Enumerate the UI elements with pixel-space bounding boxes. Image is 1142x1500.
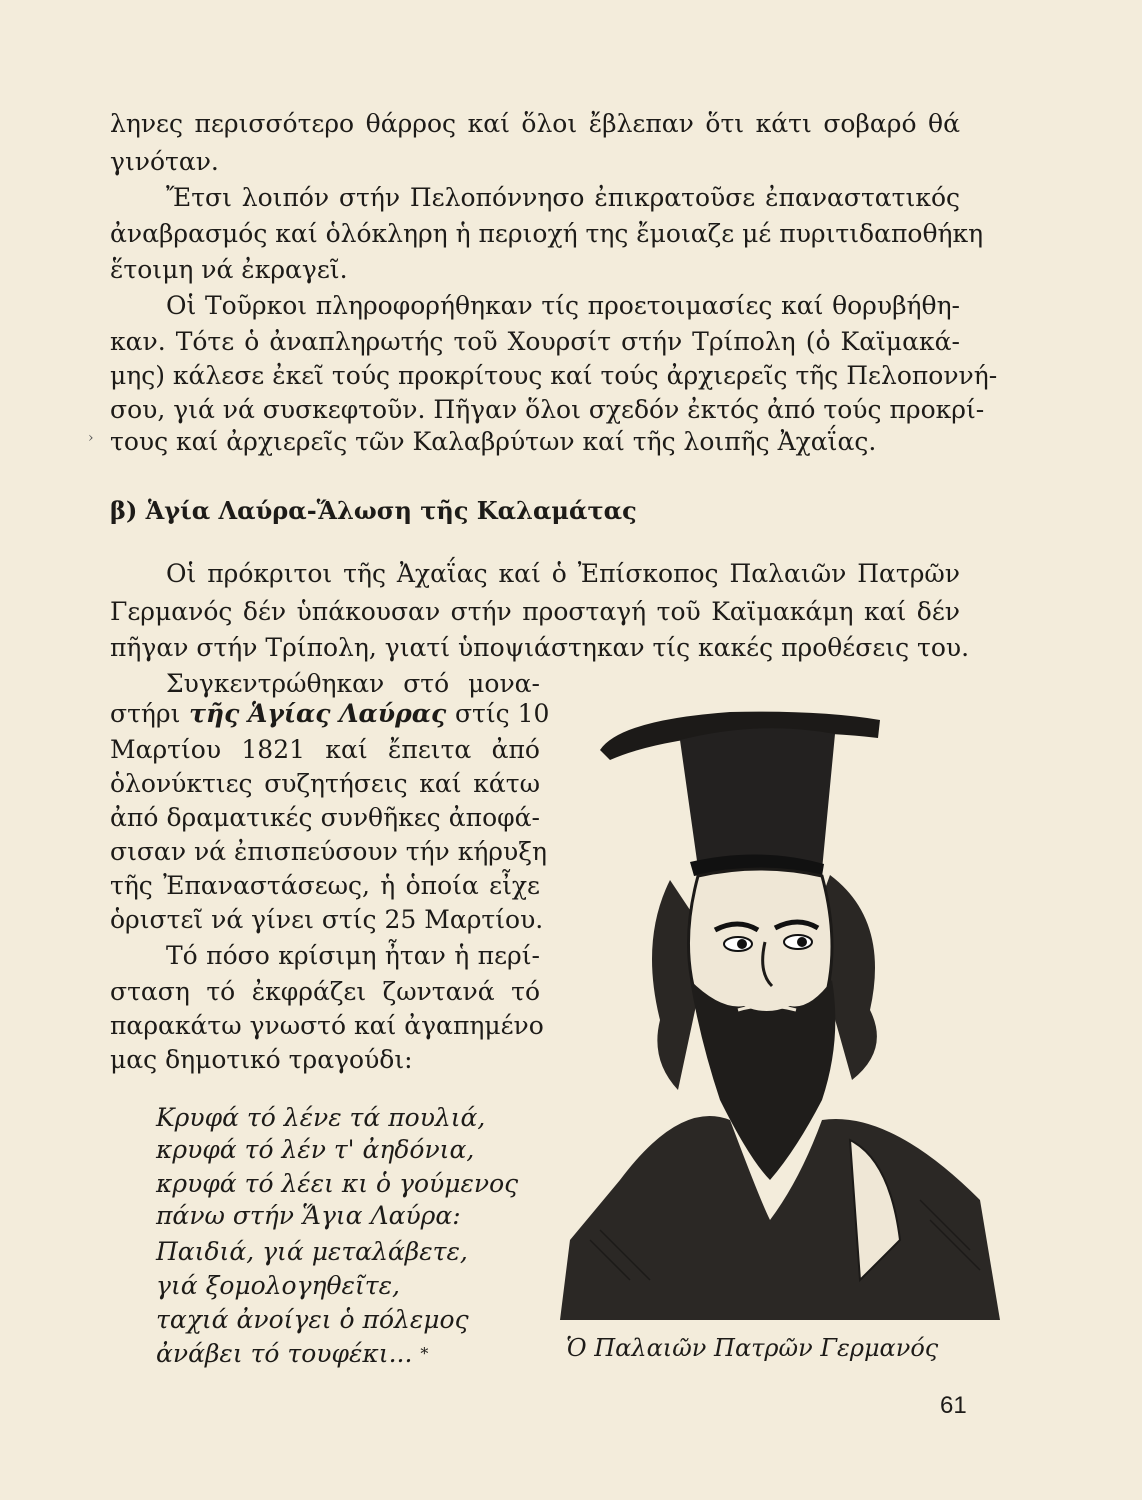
body-text-line: πῆγαν στήν Τρίπολη, γιατί ὑποψιάστηκαν τίς κακές προθέσεις του. — [110, 633, 970, 662]
body-text-line: σταση τό ἐκφράζει ζωντανά τό — [110, 977, 540, 1006]
body-text-line: Οἱ Τοῦρκοι πληροφορήθηκαν τίς προετοιμασίες καί θορυβήθη- — [166, 291, 960, 320]
poem-line: κρυφά τό λέει κι ὁ γούμενος — [156, 1169, 519, 1198]
body-text-line: ληνες περισσότερο θάρρος καί ὅλοι ἔβλεπαν ὅτι κάτι σοβαρό θά — [110, 109, 960, 138]
body-text-line: σισαν νά ἐπισπεύσουν τήν κήρυξη — [110, 837, 547, 866]
body-text-line: στήρι τῆς Ἁγίας Λαύρας στίς 10 — [110, 699, 550, 728]
section-heading: β) Ἁγία Λαύρα-Ἅλωση τῆς Καλαμάτας — [110, 496, 637, 525]
body-text-line: Τό πόσο κρίσιμη ἦταν ἡ περί- — [166, 941, 540, 970]
body-text-line: ὁλονύκτιες συζητήσεις καί κάτω — [110, 769, 540, 798]
poem-line: ταχιά ἀνοίγει ὁ πόλεμος — [156, 1305, 469, 1334]
poem-line: πάνω στήν Ἅγια Λαύρα: — [156, 1201, 461, 1230]
poem-line: Παιδιά, γιά μεταλάβετε, — [156, 1237, 468, 1266]
body-text-line: ὁριστεῖ νά γίνει στίς 25 Μαρτίου. — [110, 905, 544, 934]
emphasis-text: τῆς Ἁγίας Λαύρας — [180, 699, 455, 728]
poem-line: ἀνάβει τό τουφέκι... * — [156, 1339, 429, 1368]
body-text-line: Οἱ πρόκριτοι τῆς Ἀχαΐας καί ὁ Ἐπίσκοπος Παλαιῶν Πατρῶν — [166, 559, 960, 588]
poem-line: γιά ξομολογηθεῖτε, — [156, 1271, 400, 1300]
body-text-line: γινόταν. — [110, 147, 219, 176]
poem-line: Κρυφά τό λένε τά πουλιά, — [156, 1103, 486, 1132]
body-text-line: ἕτοιμη νά ἐκραγεῖ. — [110, 255, 348, 284]
body-text-line: παρακάτω γνωστό καί ἀγαπημένο — [110, 1011, 544, 1040]
body-text-line: Μαρτίου 1821 καί ἔπειτα ἀπό — [110, 735, 540, 764]
body-text-line: τους καί ἀρχιερεῖς τῶν Καλαβρύτων καί τῆς λοιπῆς Ἀχαΐας. — [110, 427, 877, 456]
page-number: 61 — [940, 1392, 967, 1419]
body-text-line: μας δημοτικό τραγούδι: — [110, 1045, 413, 1074]
margin-mark: › — [88, 430, 94, 446]
body-text-line: σου, γιά νά συσκεφτοῦν. Πῆγαν ὅλοι σχεδόν ἐκτός ἀπό τούς προκρί- — [110, 395, 985, 424]
body-text-line: μης) κάλεσε ἐκεῖ τούς προκρίτους καί τούς ἀρχιερεῖς τῆς Πελοποννή- — [110, 361, 998, 390]
body-text-line: ἀναβρασμός καί ὁλόκληρη ἡ περιοχή της ἔμοιαζε μέ πυριτιδαποθήκη — [110, 219, 984, 248]
portrait-caption: Ὁ Παλαιῶν Πατρῶν Γερμανός — [566, 1334, 939, 1362]
footnote-mark: * — [420, 1344, 429, 1363]
body-text-line: τῆς Ἐπαναστάσεως, ἡ ὁποία εἶχε — [110, 871, 540, 900]
body-text-line: Ἔτσι λοιπόν στήν Πελοπόννησο ἐπικρατοῦσε ἐπαναστατικός — [166, 183, 960, 212]
body-text-line: Γερμανός δέν ὑπάκουσαν στήν προσταγή τοῦ Καϊμακάμη καί δέν — [110, 597, 960, 626]
portrait-illustration-icon — [560, 680, 1000, 1320]
body-text-line: ἀπό δραματικές συνθῆκες ἀποφά- — [110, 803, 540, 832]
body-text-line: Συγκεντρώθηκαν στό μονα- — [166, 669, 540, 698]
body-text-line: καν. Τότε ὁ ἀναπληρωτής τοῦ Χουρσίτ στήν Τρίπολη (ὁ Καϊμακά- — [110, 327, 960, 356]
poem-line: κρυφά τό λέν τ' ἀηδόνια, — [156, 1135, 475, 1164]
